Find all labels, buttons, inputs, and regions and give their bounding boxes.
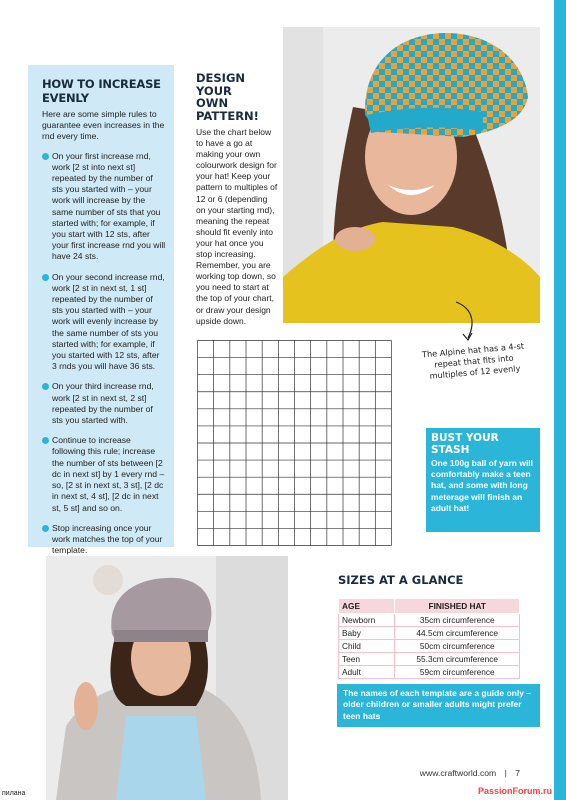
footer-left-text: пилана — [2, 790, 26, 797]
increase-title: HOW TO INCREASE EVENLY — [42, 77, 161, 105]
alpine-hat-annotation: The Alpine hat has a 4-st repeat that fits into multiples of 12 evenly — [421, 340, 525, 381]
size-cell: 55.3cm circumference — [395, 653, 520, 666]
size-cell: 35cm circumference — [395, 614, 520, 627]
increase-step: Stop increasing once your work matches the top of your template. — [42, 523, 166, 557]
sizes-header-row — [339, 599, 520, 614]
design-pattern-section — [196, 72, 278, 327]
table-row — [339, 614, 520, 627]
size-cell: 50cm circumference — [395, 640, 520, 653]
sizes-title: SIZES AT A GLANCE — [338, 573, 464, 587]
table-row — [339, 627, 520, 640]
increase-step: On your third increase rnd, work [2 st in next st, 2 st] repeated by the number of sts you started with. — [42, 381, 166, 426]
table-row — [339, 666, 520, 679]
bullet-dot-icon — [42, 437, 49, 444]
photo-alpine-hat — [283, 27, 540, 323]
design-body: Use the chart below to have a go at making your own colourwork design for your hat! Keep your pattern to multiples of 12 or 6 (depending on your starting rnd), meaning the repeat should fit evenly into your hat once you stop increasing. Remember, you are working top down, so you need to start at the top of your chart, or draw your design upside down. — [196, 127, 278, 326]
increase-evenly-box — [28, 65, 174, 556]
header-finished-hat: FINISHED HAT — [395, 599, 520, 614]
bullet-dot-icon — [42, 383, 49, 390]
page-edge-stripe — [554, 0, 566, 800]
increase-step: On your second increase rnd, work [2 st in next st, 1 st] repeated by the number of sts you started with – your work will evenly increase by the same number of sts you started with; for example, if you started with 12 sts, after 3 rnds you will have 36 sts. — [42, 272, 166, 373]
footer-website — [420, 768, 520, 778]
bullet-dot-icon — [42, 525, 49, 532]
size-cell: 44.5cm circumference — [395, 627, 520, 640]
age-cell: Newborn — [339, 614, 395, 627]
increase-steps-list — [42, 151, 166, 557]
design-title: DESIGN YOUR OWN PATTERN! — [196, 71, 259, 123]
sizes-table — [338, 598, 520, 679]
curved-arrow-icon — [452, 298, 482, 344]
table-row — [339, 653, 520, 666]
template-names-note: The names of each template are a guide only – older children or smaller adults might prefer teen hats — [337, 684, 540, 727]
age-cell: Baby — [339, 627, 395, 640]
increase-step: On your first increase rnd, work [2 st into next st] repeated by the number of sts you started with – your work will increase by the same number of sts that you started with; for example, if you start with 12 sts, after your first increase rnd you will have 24 sts. — [42, 151, 166, 263]
footer-divider: | — [504, 768, 507, 778]
bullet-dot-icon — [42, 153, 49, 160]
increase-step: Continue to increase following this rule; increase the number of sts between [2 dc in next st] by 1 every rnd – so, [2 st in next st, 3 st], [2 dc in next st, 4 st], [2 dc in next st, 5 st] and so on. — [42, 435, 166, 513]
size-cell: 59cm circumference — [395, 666, 520, 679]
increase-intro: Here are some simple rules to guarantee even increases in the rnd every time. — [42, 109, 165, 142]
colourwork-design-grid — [197, 340, 392, 546]
photo-grey-slouch-hat — [46, 556, 288, 800]
table-row — [339, 640, 520, 653]
header-age: AGE — [339, 599, 395, 614]
stash-title: BUST YOUR STASH — [431, 432, 499, 456]
age-cell: Teen — [339, 653, 395, 666]
bust-your-stash-box — [426, 428, 540, 532]
stash-body: One 100g ball of yarn will comfortably make a teen hat, and some with long meterage will finish an adult hat! — [431, 458, 534, 513]
age-cell: Child — [339, 640, 395, 653]
watermark: PassionForum.ru — [477, 786, 552, 796]
bullet-dot-icon — [42, 274, 49, 281]
age-cell: Adult — [339, 666, 395, 679]
website-link[interactable]: www.craftworld.com — [419, 768, 497, 778]
page-number: 7 — [515, 768, 520, 778]
